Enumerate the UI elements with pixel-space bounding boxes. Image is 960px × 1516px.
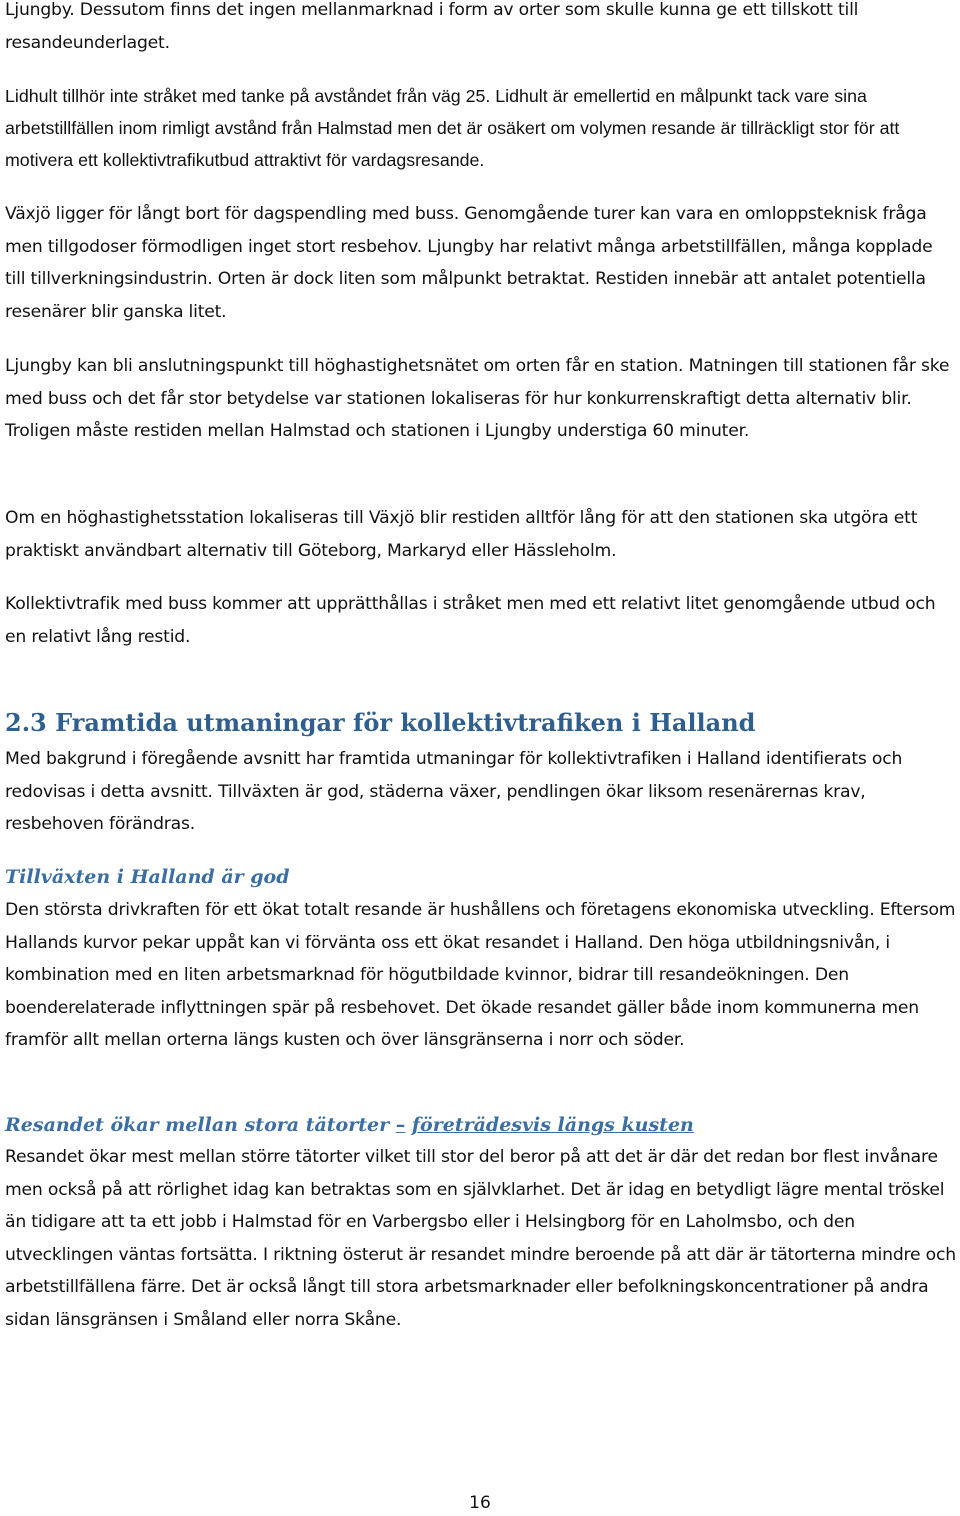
subheading-resandet-rest: företrädesvis längs kusten: [411, 1114, 694, 1136]
paragraph-kollektivtrafik-buss: Kollektivtrafik med buss kommer att upprätthållas i stråket men med ett relativt litet genomgående utbud och en relativt lång restid.: [5, 594, 936, 647]
subheading-resandet-okar: [5, 1112, 694, 1138]
subheading-resandet-dash: –: [395, 1114, 406, 1136]
section-title: Framtida utmaningar för kollektivtrafiken i Halland: [55, 708, 756, 737]
paragraph-ljungby-station: Ljungby kan bli anslutningspunkt till höghastighetsnätet om orten får en station. Matningen till stationen får ske med buss och det får stor betydelse var stationen lokaliseras för hur konkurrenskraftigt detta alternativ blir. Troligen måste restiden mellan Halmstad och stationen i Ljungby understiga 60 minuter.: [5, 356, 950, 442]
paragraph-hoghastighet-vaxjo: Om en höghastighetsstation lokaliseras till Växjö blir restiden alltför lång för att den stationen ska utgöra ett praktiskt användbart alternativ till Göteborg, Markaryd eller Hässleholm.: [5, 508, 918, 561]
paragraph-resandet-okar: Resandet ökar mest mellan större tätorter vilket till stor del beror på att det är där det redan bor flest invånare men också på att rörlighet idag kan betraktas som en självklarhet. Det är idag en betydligt lägre mental tröskel än tidigare att ta ett jobb i Halmstad för en Varbergsbo eller i Helsingborg för en Laholmsbo, och den utvecklingen väntas fortsätta. I riktning österut är resandet mindre beroende på att där är tätorterna mindre och arbetstillfällena färre. Det är också långt till stora arbetsmarknader eller befolkningskoncentrationer på andra sidan länsgränsen i Småland eller norra Skåne.: [5, 1147, 956, 1330]
section-number: 2.3: [5, 708, 47, 737]
paragraph-ljungby-continuation: Ljungby. Dessutom finns det ingen mellanmarknad i form av orter som skulle kunna ge ett tillskott till resandeunderlaget.: [5, 0, 859, 53]
paragraph-lidhult: Lidhult tillhör inte stråket med tanke på avståndet från väg 25. Lidhult är emellertid en målpunkt tack vare sina arbetstillfällen inom rimligt avstånd från Halmstad men det är osäkert om volymen resande är tillräckligt stor för att motivera ett kollektivtrafikutbud attraktivt för vardagsresande.: [5, 86, 900, 170]
page-number: 16: [469, 1493, 491, 1513]
paragraph-vaxjo: Växjö ligger för långt bort för dagspendling med buss. Genomgående turer kan vara en omloppsteknisk fråga men tillgodoser förmodligen inget stort resbehov. Ljungby har relativt många arbetstillfällen, många kopplade till tillverkningsindustrin. Orten är dock liten som målpunkt betraktat. Restiden innebär att antalet potentiella resenärer blir ganska litet.: [5, 204, 933, 322]
section-heading: [5, 708, 755, 738]
subheading-resandet-main: Resandet ökar mellan stora tätorter: [5, 1114, 390, 1136]
paragraph-tillvaxten: Den största drivkraften för ett ökat totalt resande är hushållens och företagens ekonomiska utveckling. Eftersom Hallands kurvor pekar uppåt kan vi förvänta oss ett ökat resandet i Halland. Den höga utbildningsnivån, i kombination med en liten arbetsmarknad för högutbildade kvinnor, bidrar till resandeökningen. Den boenderelaterade inflyttningen spär på resbehovet. Det ökade resandet gäller både inom kommunerna men framför allt mellan orterna längs kusten och över länsgränserna i norr och söder.: [5, 900, 956, 1051]
subheading-tillvaxten: Tillväxten i Halland är god: [5, 866, 290, 888]
section-intro: Med bakgrund i föregående avsnitt har framtida utmaningar för kollektivtrafiken i Halland identifierats och redovisas i detta avsnitt. Tillväxten är god, städerna växer, pendlingen ökar liksom resenärernas krav, resbehoven förändras.: [5, 749, 903, 835]
